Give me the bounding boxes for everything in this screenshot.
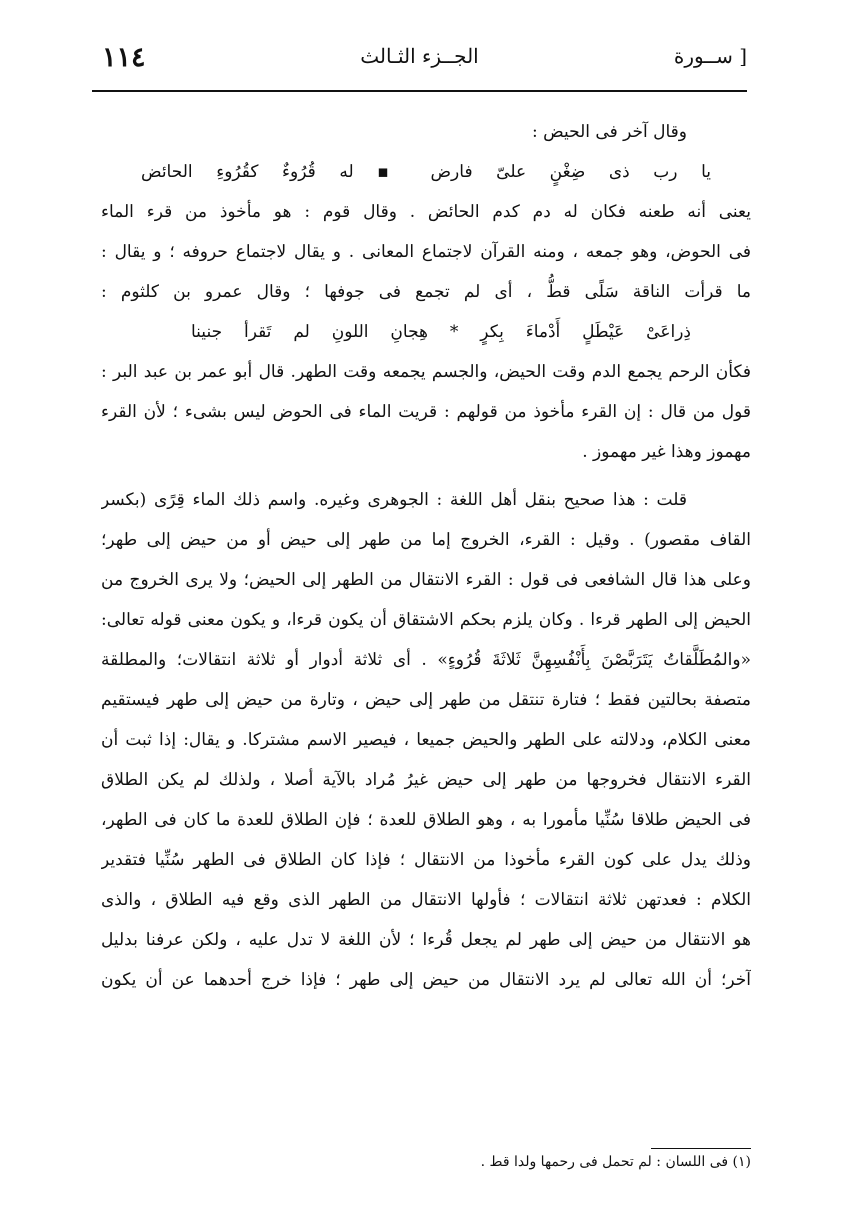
text-line: هو الانتقال من حيض إلى طهر لم يجعل قُرءا ؛ لأن اللغة لا تدل عليه ، ولكن عرفنا بدليل bbox=[101, 930, 751, 950]
text-line: يعنى أنه طعنه فكان له دم كدم الحائض . وقال قوم : هو مأخوذ من قرء الماء bbox=[101, 202, 751, 222]
text-line: الكلام : فعدتهن ثلاثة انتقالات ؛ فأولها الانتقال من الطهر الذى وقع فيه الطلاق ، والذى bbox=[101, 890, 751, 910]
text-line: متصفة بحالتين فقط ؛ فتارة تنتقل من طهر إلى حيض ، وتارة من حيض إلى طهر فيستقيم bbox=[101, 690, 751, 710]
text-line: الحيض إلى الطهر قرءا . وكان يلزم بحكم الاشتقاق أن يكون قرءا، و يكون معنى قوله تعالى: bbox=[101, 610, 751, 630]
page-number: ١١٤ bbox=[102, 42, 146, 73]
text-line: قول من قال : إن القرء مأخوذ من قولهم : قريت الماء فى الحوض ليس بشىء ؛ لأن القرء bbox=[101, 402, 751, 422]
text-line: آخر؛ أن الله تعالى لم يرد الانتقال من حيض إلى طهر ؛ فإذا خرج أحدهما عن أن يكون bbox=[101, 970, 751, 990]
text-line: فكأن الرحم يجمع الدم وقت الحيض، والجسم يجمعه وقت الطهر. قال أبو عمر بن عبد البر : bbox=[101, 362, 751, 382]
page-header bbox=[92, 34, 747, 90]
text-line: وذلك يدل على كون القرء مأخوذا من الانتقال ؛ فإذا كان الطلاق فى الطهر سُنِّيا فتقدير bbox=[101, 850, 751, 870]
header-rule bbox=[92, 90, 747, 92]
text-line: فى الحيض طلاقا سُنِّيا مأمورا به ، وهو الطلاق للعدة ؛ فإن الطلاق للعدة ما كان فى الطهر، bbox=[101, 810, 751, 830]
text-line: معنى الكلام، ودلالته على الطهر والحيض جميعا ، فيصير الاسم مشتركا. و يقال: إذا ثبت أن bbox=[101, 730, 751, 750]
text-line: وعلى هذا قال الشافعى فى قول : القرء الانتقال من الطهر إلى الحيض؛ ولا يرى الخروج من bbox=[101, 570, 751, 590]
text-line: فى الحوض، وهو جمعه ، ومنه القرآن لاجتماع المعانى . و يقال لاجتماع حروفه ؛ و يقال : bbox=[101, 242, 751, 262]
text-line: القرء الانتقال فخروجها من طهر إلى حيض غيرُ مُراد بالآية أصلا ، ولذلك لم يكن الطلاق bbox=[101, 770, 751, 790]
text-line: قلت : هذا صحيح بنقل أهل اللغة : الجوهرى وغيره. واسم ذلك الماء قِرًى (بكسر bbox=[101, 490, 687, 510]
footnote: (١) فى اللسان : لم تحمل فى رحمها ولدا قط . bbox=[480, 1154, 751, 1170]
poetry-line: يا رب ذى ضِغْنٍ علىّ فارض ▪ له قُرُوءٌ كقُرُوءِ الحائض bbox=[141, 162, 711, 182]
part-title: الجــزء الثـالث bbox=[360, 44, 479, 68]
text-line: وقال آخر فى الحيض : bbox=[532, 122, 687, 142]
text-line: ما قرأت الناقة سَلًى قطُّ ، أى لم تجمع فى جوفها ؛ وقال عمرو بن كلثوم : bbox=[101, 282, 751, 302]
text-line: القاف مقصور) . وقيل : القرء، الخروج إما من طهر إلى حيض أو من حيض إلى طهر؛ bbox=[101, 530, 751, 550]
page-body bbox=[101, 112, 751, 1000]
poetry-line: ذِراعَىْ عَيْطَلٍ أَدْماءَ بِكرٍ * هِجانِ اللونِ لم تَقرأ جنينا bbox=[191, 322, 691, 342]
footnote-rule bbox=[651, 1148, 751, 1149]
text-line: مهموز وهذا غير مهموز . bbox=[582, 442, 751, 462]
surah-label: [ ســورة bbox=[673, 44, 747, 68]
text-line: «والمُطَلَّقاتُ يَتَرَبَّصْنَ بِأَنْفُسِهِنَّ ثَلاثَةَ قُرُوءٍ» . أى ثلاثة أدوار أو ثلاثة انتقالات؛ والمطلقة bbox=[101, 650, 751, 670]
